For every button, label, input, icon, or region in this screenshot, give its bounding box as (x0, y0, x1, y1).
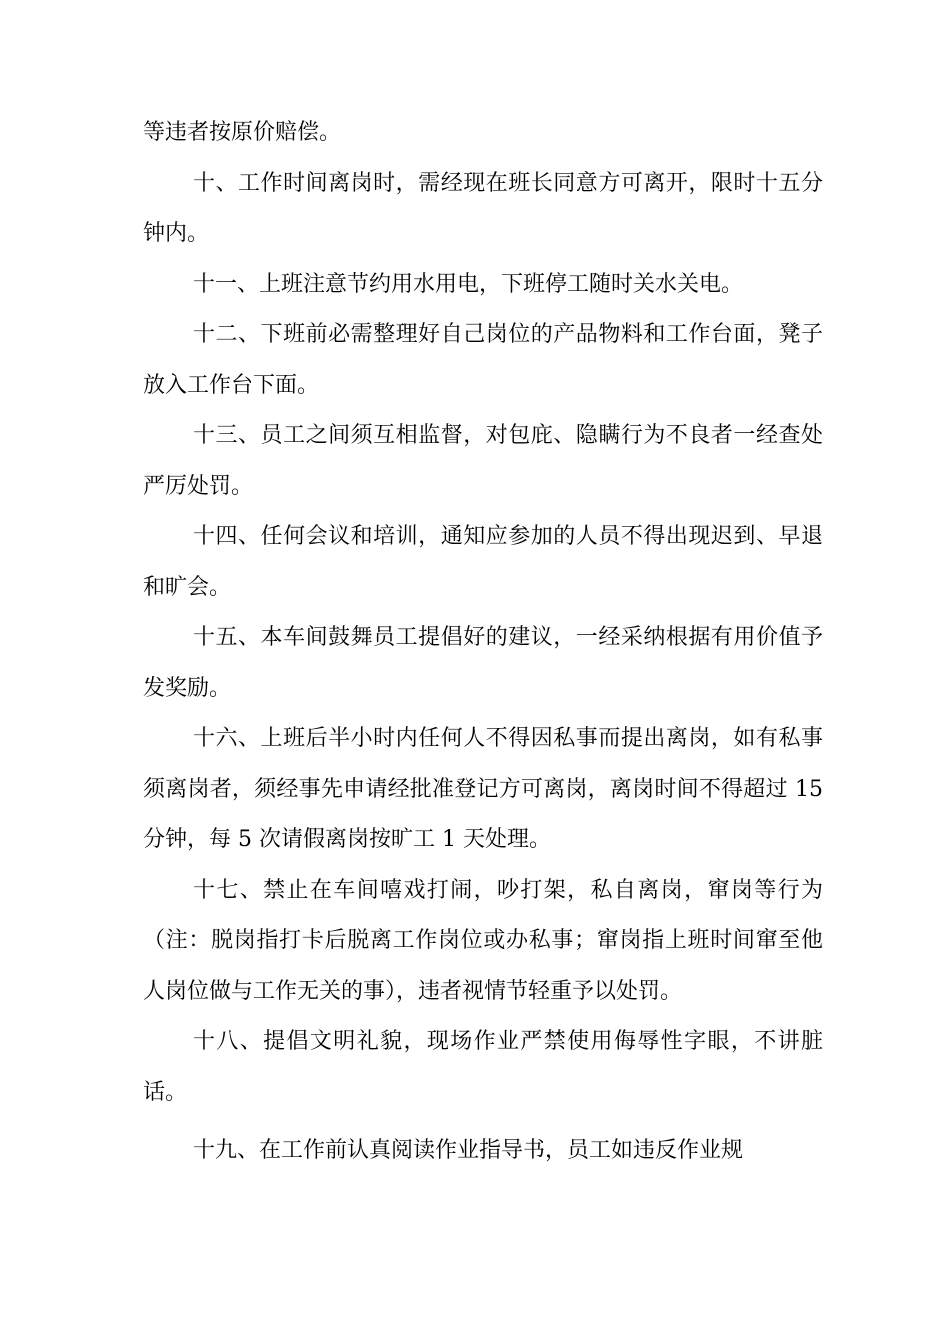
paragraph-rule-10: 十、工作时间离岗时，需经现在班长同意方可离开，限时十五分钟内。 (143, 170, 823, 246)
paragraph-rule-12: 十二、下班前必需整理好自己岗位的产品物料和工作台面，凳子放入工作台下面。 (143, 322, 823, 398)
paragraph-rule-19: 十九、在工作前认真阅读作业指导书，员工如违反作业规 (193, 1138, 744, 1163)
paragraph-rule-11: 十一、上班注意节约用水用电，下班停工随时关水关电。 (193, 271, 744, 297)
paragraph-continuation: 等违者按原价赔偿。 (143, 120, 342, 145)
paragraph-rule-18: 十八、提倡文明礼貌，现场作业严禁使用侮辱性字眼，不讲脏话。 (143, 1029, 823, 1105)
paragraph-rule-16: 十六、上班后半小时内任何人不得因私事而提出离岗，如有私事须离岗者，须经事先申请经批准登记方可离岗，离岗时间不得超过 15 分钟，每 5 次请假离岗按旷工 1 天处理。 (143, 726, 823, 852)
paragraph-rule-17: 十七、禁止在车间嘻戏打闹，吵打架，私自离岗，窜岗等行为（注：脱岗指打卡后脱离工作岗位或办私事；窜岗指上班时间窜至他人岗位做与工作无关的事），违者视情节轻重予以处罚。 (143, 877, 823, 1004)
paragraph-rule-15: 十五、本车间鼓舞员工提倡好的建议，一经采纳根据有用价值予发奖励。 (143, 625, 823, 701)
paragraph-rule-14: 十四、任何会议和培训，通知应参加的人员不得出现迟到、早退和旷会。 (143, 524, 823, 600)
document-body (143, 108, 823, 1177)
paragraph-rule-13: 十三、员工之间须互相监督，对包庇、隐瞒行为不良者一经查处严厉处罚。 (143, 423, 823, 499)
